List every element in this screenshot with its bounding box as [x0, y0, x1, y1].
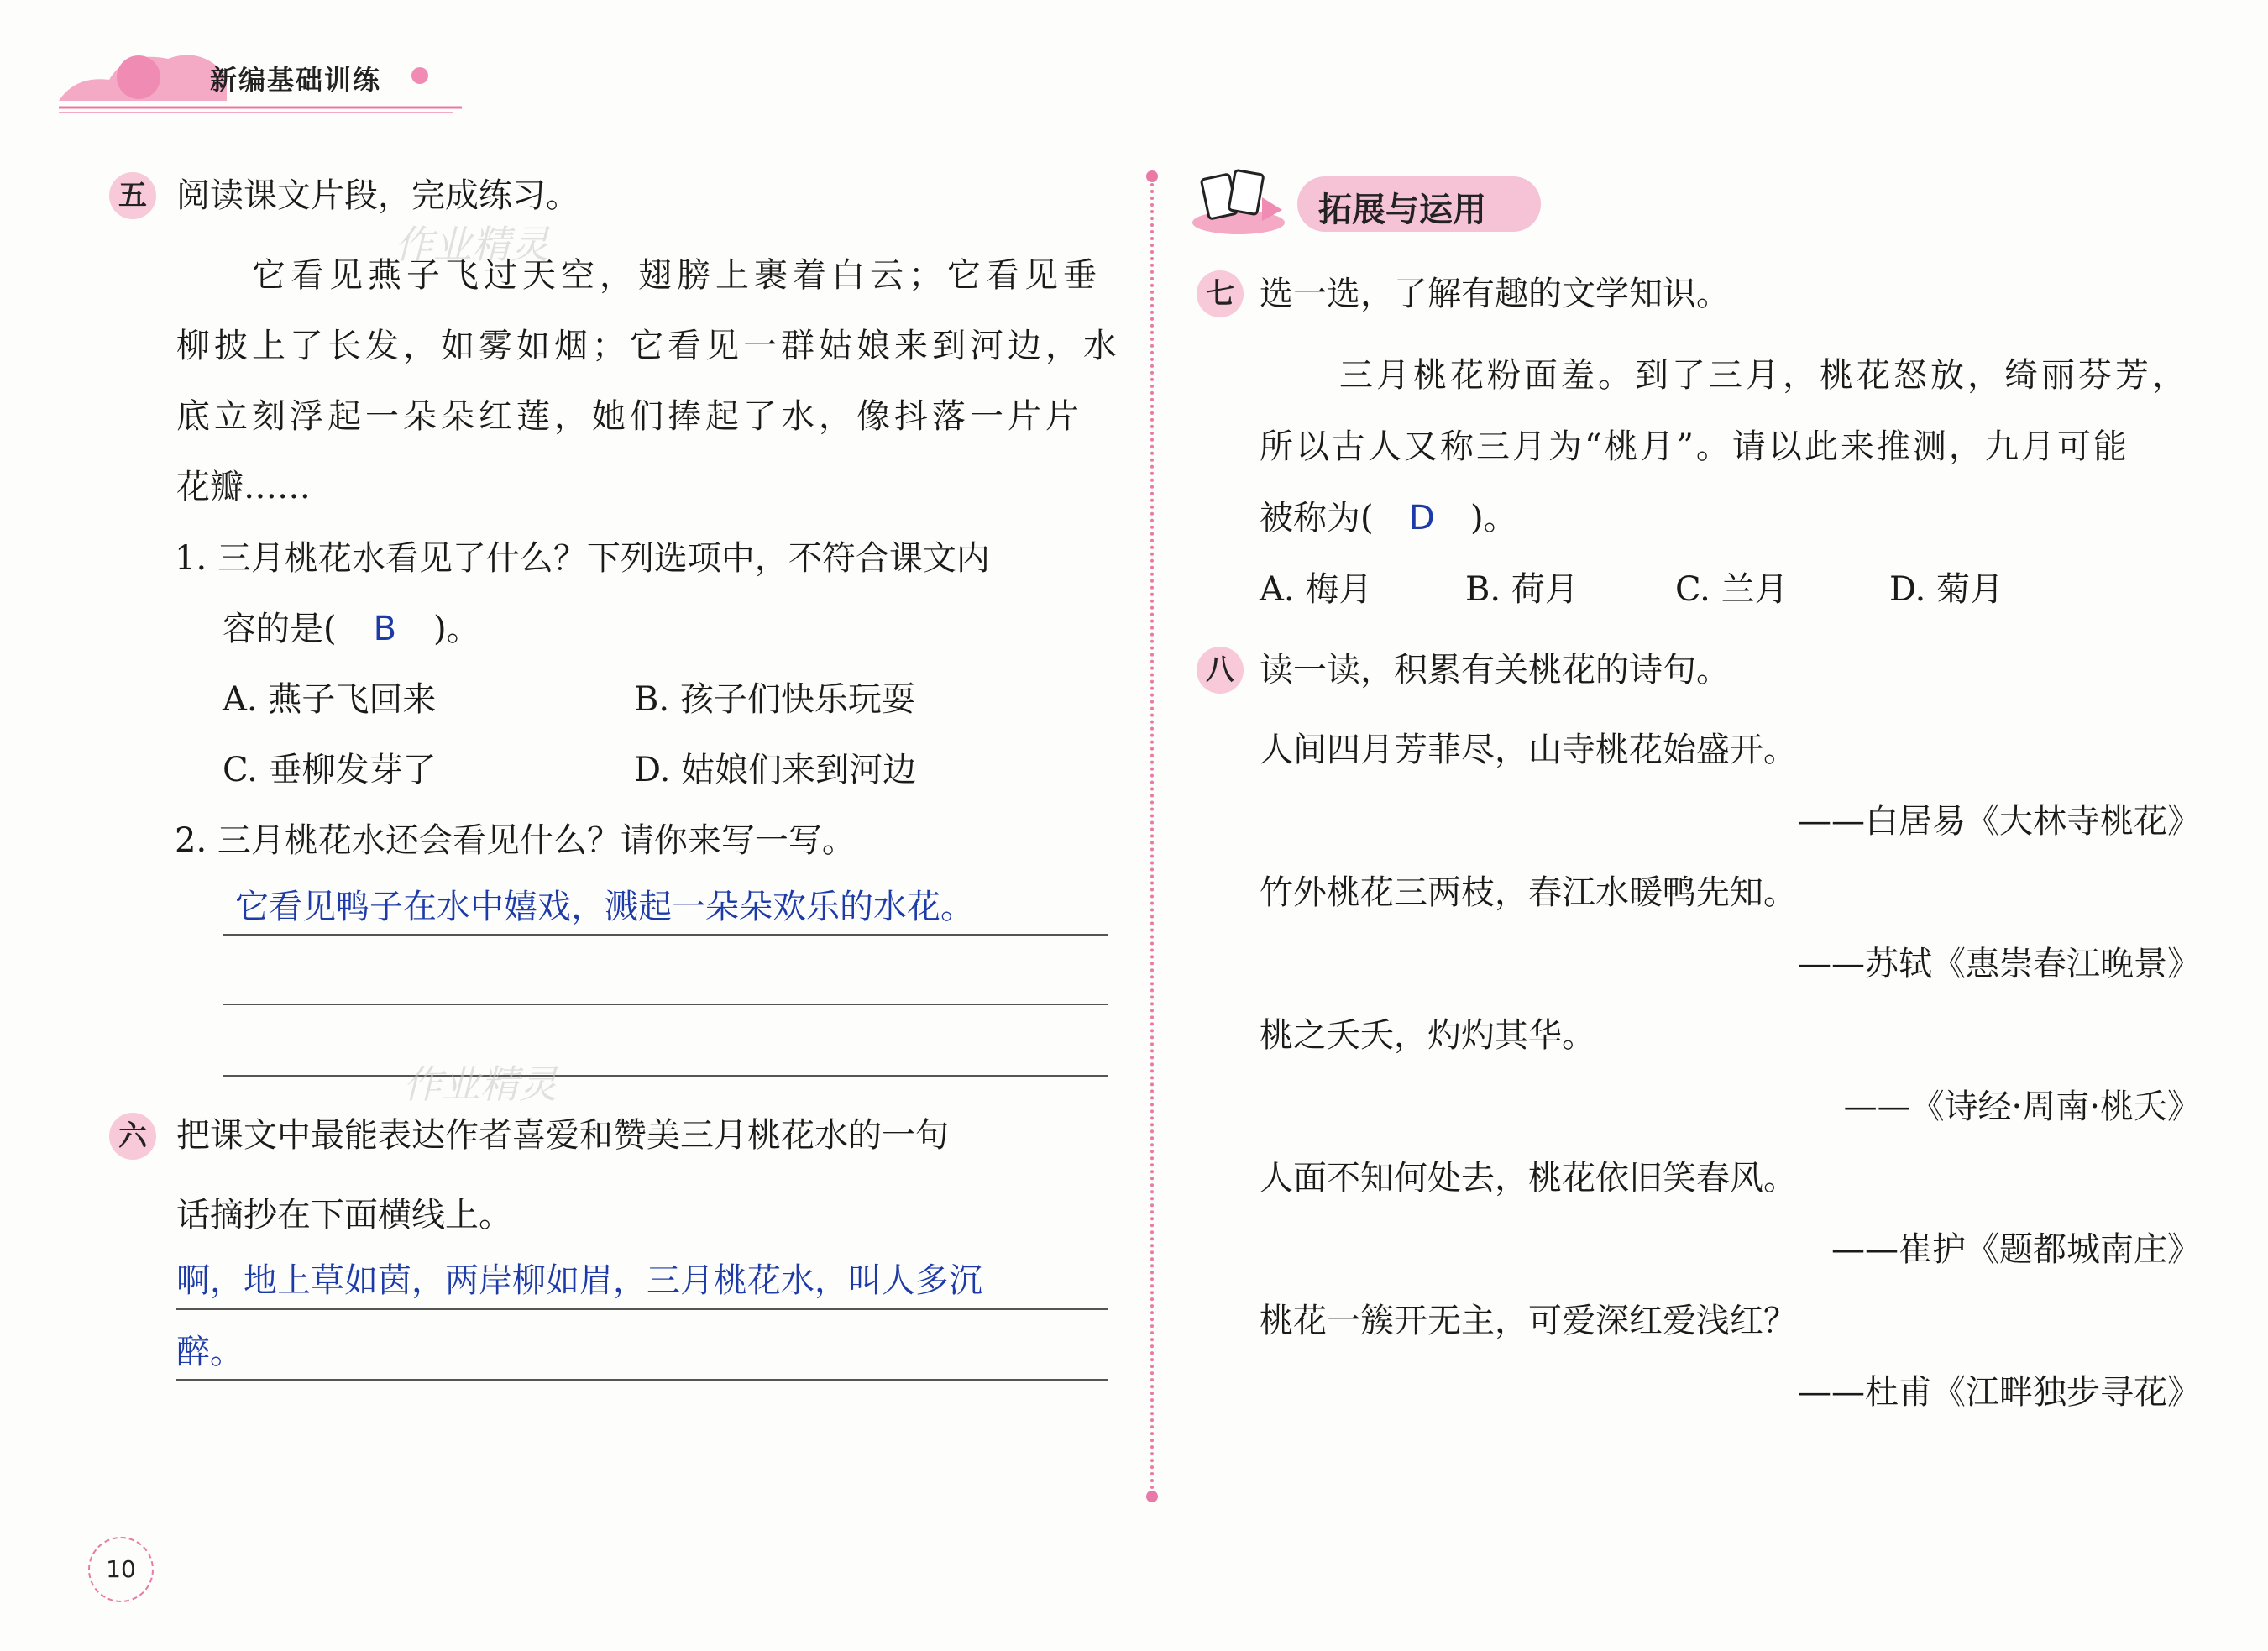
question-stem-text: 被称为( [1260, 499, 1374, 537]
poem-line: 人间四月芳菲尽，山寺桃花始盛开。 [1260, 731, 1797, 769]
answer-line [223, 1004, 1108, 1005]
passage-line: 柳披上了长发，如雾如烟；它看见一群姑娘来到河边，水 [176, 327, 1121, 365]
option-b: B. 荷月 [1465, 570, 1579, 609]
column-divider [1150, 176, 1154, 1491]
section-number-badge: 八 [1197, 647, 1244, 694]
poem-source: ——崔护《题都城南庄》 [1831, 1230, 2201, 1269]
section-number-badge: 五 [109, 172, 156, 219]
handwritten-answer: 它看见鸭子在水中嬉戏，溅起一朵朵欢乐的水花。 [235, 888, 974, 926]
passage-line: 花瓣…… [176, 468, 311, 506]
question-1-stem [223, 608, 480, 650]
poem-source: ——杜甫《江畔独步寻花》 [1798, 1373, 2201, 1412]
answer-b: B [373, 610, 397, 648]
answer-line [176, 1308, 1108, 1310]
option-c: C. 兰月 [1675, 570, 1789, 609]
watermark-text: 作业精灵 [395, 222, 549, 267]
poem-line: 桃之夭夭，灼灼其华。 [1260, 1016, 1595, 1055]
question-stem [1260, 497, 1517, 539]
passage-line: 它看见燕子飞过天空，翅膀上裹着白云；它看见垂 [252, 256, 1102, 295]
question-text: 把课文中最能表达作者喜爱和赞美三月桃花水的一句 [176, 1116, 949, 1155]
answer-line [223, 1075, 1108, 1077]
poem-line: 竹外桃花三两枝，春江水暖鸭先知。 [1260, 873, 1797, 912]
poem-source: ——白居易《大林寺桃花》 [1798, 802, 2201, 841]
poem-line: 人面不知何处去，桃花依旧笑春风。 [1260, 1159, 1797, 1198]
option-b: B. 孩子们快乐玩耍 [634, 680, 915, 719]
poem-line: 桃花一簇开无主，可爱深红爱浅红？ [1260, 1302, 1797, 1340]
question-text: 话摘抄在下面横线上。 [176, 1196, 512, 1234]
question-1-stem-end: )。 [433, 610, 480, 648]
option-a: A. 梅月 [1260, 570, 1373, 609]
section-number-badge: 七 [1197, 270, 1244, 317]
option-a: A. 燕子飞回来 [223, 680, 437, 719]
poem-source: ——苏轼《惠崇春江晚景》 [1798, 945, 2201, 983]
divider-dot [1146, 1491, 1158, 1502]
passage-line: 所以古人又称三月为“桃月”。请以此来推测，九月可能 [1260, 427, 2129, 466]
section-title: 选一选，了解有趣的文学知识。 [1260, 275, 1730, 313]
passage-line: 底立刻浮起一朵朵红莲，她们捧起了水，像抖落一片片 [176, 397, 1083, 436]
option-c: C. 垂柳发芽了 [223, 751, 437, 789]
option-d: D. 姑娘们来到河边 [634, 751, 917, 789]
answer-line [223, 934, 1108, 936]
question-stem-end: )。 [1470, 499, 1517, 537]
answer-line [176, 1379, 1108, 1381]
handwritten-answer: 啊，地上草如茵，两岸柳如眉，三月桃花水，叫人多沉 [176, 1261, 982, 1300]
header-title: 新编基础训练 [210, 64, 382, 96]
poem-source: ——《诗经·周南·桃夭》 [1843, 1088, 2201, 1126]
watermark-text: 作业精灵 [403, 1061, 558, 1107]
question-1-stem-text: 容的是( [223, 610, 337, 648]
section-title: 阅读课文片段，完成练习。 [176, 176, 579, 215]
page-number: 10 [88, 1537, 154, 1602]
books-icon [1188, 164, 1289, 239]
answer-d: D [1408, 499, 1435, 537]
option-d: D. 菊月 [1889, 570, 2004, 609]
section-number-badge: 六 [109, 1113, 156, 1160]
question-2: 2. 三月桃花水还会看见什么？请你来写一写。 [175, 821, 856, 860]
question-1: 1. 三月桃花水看见了什么？下列选项中，不符合课文内 [175, 539, 990, 578]
passage-line: 三月桃花粉面羞。到了三月，桃花怒放，绮丽芬芳， [1339, 356, 2189, 395]
section-title: 读一读，积累有关桃花的诗句。 [1260, 651, 1730, 689]
handwritten-answer: 醉。 [176, 1333, 244, 1371]
section-banner-title: 拓展与运用 [1318, 191, 1486, 229]
